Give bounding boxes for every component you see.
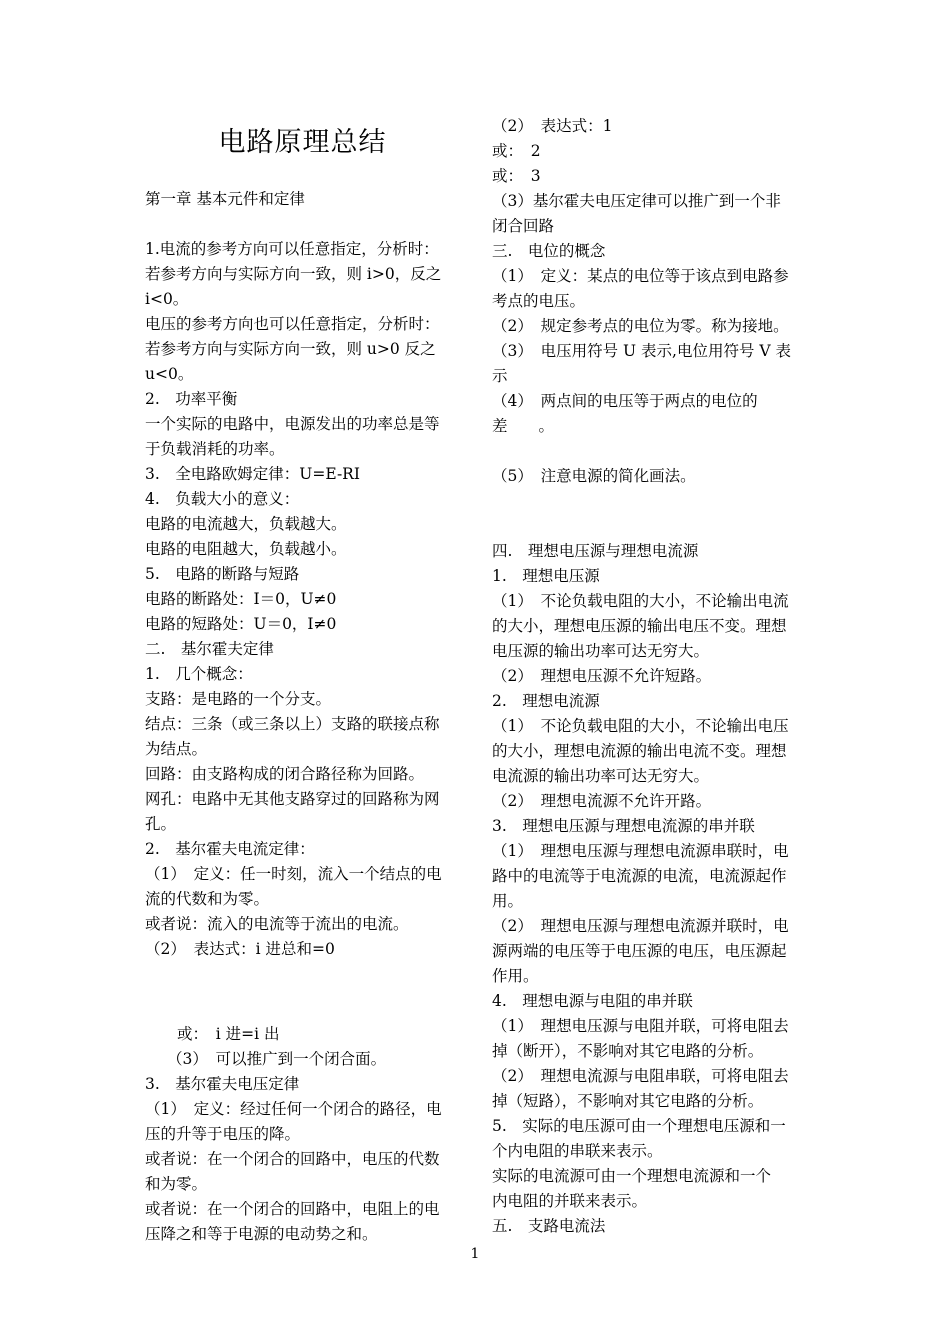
text-line: 若参考方向与实际方向一致，则 u>0 反之	[145, 340, 436, 358]
text-line: 孔。	[145, 815, 177, 833]
text-line: 3. 理想电压源与理想电流源的串并联	[492, 817, 755, 835]
page-number: 1	[470, 1246, 480, 1262]
document-title: 电路原理总结	[218, 127, 387, 158]
text-line: 作用。	[492, 967, 539, 985]
text-line: 的大小，理想电流源的输出电流不变。理想	[492, 742, 787, 760]
text-line: 或： i 进=i 出	[177, 1025, 280, 1043]
text-line: （1） 不论负载电阻的大小，不论输出电流	[492, 592, 789, 610]
text-line: 四. 理想电压源与理想电流源	[492, 542, 699, 560]
text-line: 1. 几个概念：	[145, 665, 253, 683]
text-line: 4. 负载大小的意义：	[145, 490, 300, 508]
text-line: （1） 理想电压源与电阻并联，可将电阻去	[492, 1017, 789, 1035]
text-line: 3. 全电路欧姆定律：U=E-RI	[145, 465, 360, 483]
text-line: 若参考方向与实际方向一致，则 i>0，反之	[145, 265, 442, 283]
text-line: （1） 定义：某点的电位等于该点到电路参	[492, 267, 789, 285]
text-line: 电流源的输出功率可达无穷大。	[492, 767, 710, 785]
text-line: 压的升等于电压的降。	[145, 1125, 301, 1143]
text-line: （2） 理想电流源与电阻串联，可将电阻去	[492, 1067, 789, 1085]
text-line: 5. 实际的电压源可由一个理想电压源和一	[492, 1117, 786, 1135]
text-line: 支路：是电路的一个分支。	[145, 690, 332, 708]
text-line: （1） 定义：经过任何一个闭合的路径，电	[145, 1100, 442, 1118]
left-column	[145, 187, 465, 1247]
spacer	[492, 439, 814, 464]
text-line: （1） 理想电压源与理想电流源串联时，电	[492, 842, 789, 860]
text-line: （2） 表达式：1	[492, 117, 613, 135]
text-line: 为结点。	[145, 740, 208, 758]
text-line: 4. 理想电源与电阻的串并联	[492, 992, 693, 1010]
text-line: 差 。	[492, 417, 555, 435]
text-line: 1.电流的参考方向可以任意指定，分析时：	[145, 240, 439, 258]
text-line: 个内电阻的串联来表示。	[492, 1142, 663, 1160]
text-line: u<0。	[145, 365, 194, 383]
text-line: （2） 表达式：i 进总和=0	[145, 940, 335, 958]
text-line: 或： 3	[492, 167, 541, 185]
text-line: 的大小，理想电压源的输出电压不变。理想	[492, 617, 787, 635]
text-line: 或者说：在一个闭合的回路中，电压的代数	[145, 1150, 440, 1168]
spacer	[492, 489, 814, 539]
text-line: 5. 电路的断路与短路	[145, 565, 300, 583]
text-line: （3）基尔霍夫电压定律可以推广到一个非	[492, 192, 781, 210]
text-line: 2. 理想电流源	[492, 692, 600, 710]
text-line: （2） 理想电压源与理想电流源并联时，电	[492, 917, 789, 935]
text-line: 电路的电流越大，负载越大。	[145, 515, 347, 533]
text-line: （2） 理想电流源不允许开路。	[492, 792, 712, 810]
text-line: 一个实际的电路中，电源发出的功率总是等	[145, 415, 440, 433]
text-line: （3） 可以推广到一个闭合面。	[167, 1050, 387, 1068]
text-line: 用。	[492, 892, 524, 910]
text-line: 电路的断路处：I＝0，U≠0	[145, 590, 337, 608]
text-line: 2. 基尔霍夫电流定律：	[145, 840, 315, 858]
text-line: 电压的参考方向也可以任意指定，分析时：	[145, 315, 440, 333]
text-line: 示	[492, 367, 508, 385]
text-line: 闭合回路	[492, 217, 555, 235]
text-line: 五. 支路电流法	[492, 1217, 606, 1235]
text-line: 2. 功率平衡	[145, 390, 238, 408]
text-line: 回路：由支路构成的闭合路径称为回路。	[145, 765, 425, 783]
text-line: 实际的电流源可由一个理想电流源和一个	[492, 1167, 772, 1185]
text-line: 路中的电流等于电流源的电流，电流源起作	[492, 867, 787, 885]
text-line: 二. 基尔霍夫定律	[145, 640, 274, 658]
spacer	[145, 212, 465, 237]
text-line: （4） 两点间的电压等于两点的电位的	[492, 392, 758, 410]
text-line: 1. 理想电压源	[492, 567, 600, 585]
text-line: （1） 定义：任一时刻，流入一个结点的电	[145, 865, 442, 883]
text-line: （3） 电压用符号 U 表示,电位用符号 V 表	[492, 342, 792, 360]
text-line: 于负载消耗的功率。	[145, 440, 285, 458]
text-line: 流的代数和为零。	[145, 890, 270, 908]
text-line: 考点的电压。	[492, 292, 586, 310]
text-line: 或者说：在一个闭合的回路中，电阻上的电	[145, 1200, 440, 1218]
spacer	[145, 962, 465, 1022]
text-line: 结点：三条（或三条以上）支路的联接点称	[145, 715, 440, 733]
text-line: i<0。	[145, 290, 189, 308]
text-line: 三. 电位的概念	[492, 242, 606, 260]
text-line: 源两端的电压等于电压源的电压，电压源起	[492, 942, 787, 960]
text-line: 电压源的输出功率可达无穷大。	[492, 642, 710, 660]
text-line: 电路的短路处：U＝0，I≠0	[145, 615, 337, 633]
text-line: 压降之和等于电源的电动势之和。	[145, 1225, 378, 1243]
text-line: 第一章 基本元件和定律	[145, 190, 305, 208]
text-line: 和为零。	[145, 1175, 208, 1193]
right-column	[492, 114, 814, 1239]
text-line: 掉（短路），不影响对其它电路的分析。	[492, 1092, 764, 1110]
text-line: 内电阻的并联来表示。	[492, 1192, 648, 1210]
text-line: 3. 基尔霍夫电压定律	[145, 1075, 300, 1093]
text-line: 掉（断开），不影响对其它电路的分析。	[492, 1042, 764, 1060]
text-line: （1） 不论负载电阻的大小，不论输出电压	[492, 717, 789, 735]
text-line: （2） 理想电压源不允许短路。	[492, 667, 712, 685]
text-line: 或： 2	[492, 142, 541, 160]
text-line: 电路的电阻越大，负载越小。	[145, 540, 347, 558]
text-line: （2） 规定参考点的电位为零。称为接地。	[492, 317, 789, 335]
text-line: （5） 注意电源的简化画法。	[492, 467, 696, 485]
text-line: 或者说：流入的电流等于流出的电流。	[145, 915, 409, 933]
text-line: 网孔：电路中无其他支路穿过的回路称为网	[145, 790, 440, 808]
